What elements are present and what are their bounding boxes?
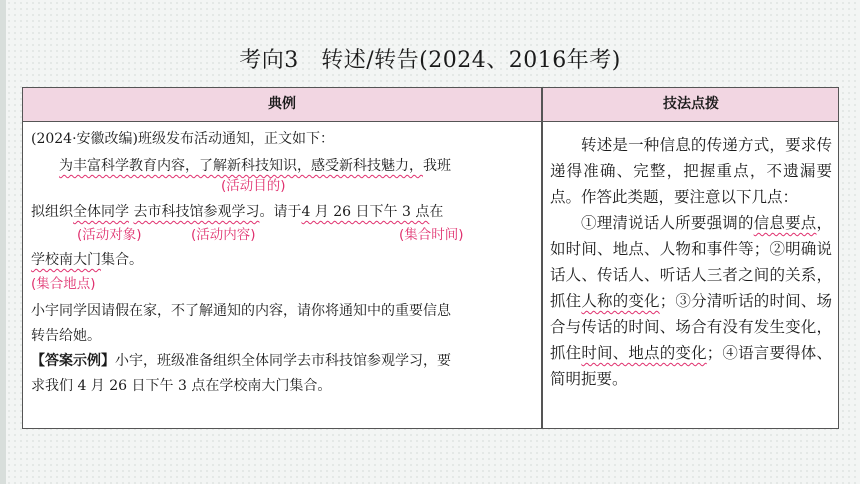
tips-cell: [550, 132, 832, 392]
answer-text-1: 小宇，班级准备组织全体同学去市科技馆参观学习，要: [115, 353, 451, 369]
question-line-2: 转告给她。: [31, 328, 101, 344]
notice-place: 学校南大门: [31, 252, 101, 268]
tips-text-b: ，如时间、地点、人物和事件等；②明确说话人、传话人、听话人三者之间的关系，抓住: [550, 214, 832, 310]
tips-mark-info: 信息要点: [753, 214, 817, 232]
notice-line-2-c: 在: [429, 204, 444, 220]
note-purpose: (活动目的): [221, 178, 286, 194]
tips-paragraph-1: 转述是一种信息的传递方式，要求传递得准确、完整，把握重点，不遗漏要点。作答此类题，要注意以下几点：: [550, 136, 832, 206]
notice-line-3-tail: 集合。: [101, 252, 143, 268]
column-divider: [541, 88, 543, 428]
notice-content: 去市科技馆参观学习: [133, 204, 260, 220]
tips-mark-person: 人称的变化: [581, 292, 660, 310]
notice-line-2-b: 。请于: [259, 204, 302, 220]
notice-object: 全体同学: [73, 204, 129, 220]
note-object: (活动对象): [77, 227, 142, 243]
tips-text-d: ；④语言要得体、简明扼要。: [550, 344, 832, 388]
example-intro-line: [31, 130, 334, 148]
tips-text-c: ；③分清听话的时间、场合与传话的时间、场合有没有发生变化，抓住: [550, 292, 832, 362]
notice-line-3: [31, 251, 143, 269]
answer-line-2: 求我们 4 月 26 日下午 3 点在学校南大门集合。: [31, 378, 332, 394]
header-example: 典例: [268, 96, 296, 112]
page-title: 考向3 转述/转告(2024、2016年考): [239, 48, 621, 73]
answer-line-1: [31, 352, 451, 370]
header-tips: 技法点拨: [663, 96, 719, 112]
note-place: (集合地点): [31, 276, 96, 292]
notice-time: 4 月 26 日下午 3 点: [301, 204, 430, 220]
tips-text-a: ①理清说话人所要强调的: [581, 214, 754, 232]
note-time: (集合时间): [399, 227, 464, 243]
notice-purpose: 为丰富科学教育内容，了解新科技知识，感受新科技魅力，: [59, 158, 423, 174]
notice-line-2-a: 拟组织: [31, 204, 73, 220]
tips-paragraph-2: [550, 210, 832, 392]
example-intro: 班级发布活动通知，正文如下：: [138, 131, 335, 147]
question-line-1: 小宇同学因请假在家，不了解通知的内容，请你将通知中的重要信息: [31, 303, 451, 319]
tips-mark-time-place: 时间、地点的变化: [581, 344, 707, 362]
notice-line-1: [59, 157, 451, 175]
notice-line-1-tail: 我班: [423, 158, 451, 174]
content-table: [22, 87, 839, 429]
example-source: (2024·安徽改编): [31, 131, 139, 147]
table-header-row: [23, 88, 838, 122]
notice-line-2: [31, 203, 443, 221]
note-content: (活动内容): [191, 227, 256, 243]
answer-tag: 【答案示例】: [31, 353, 115, 369]
